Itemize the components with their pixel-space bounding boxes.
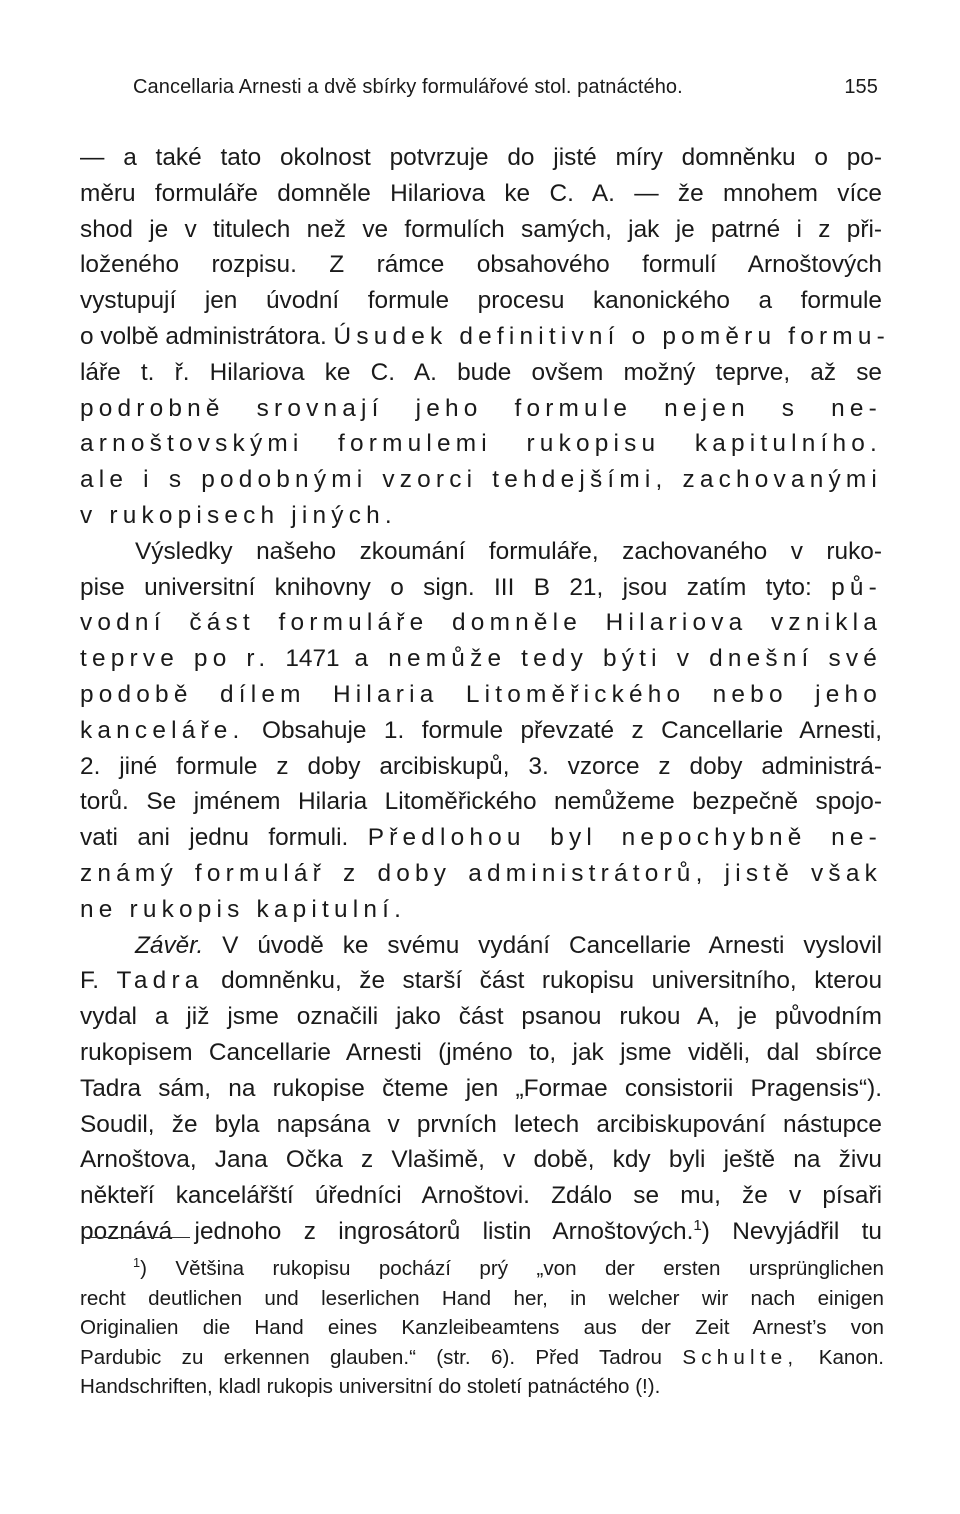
text-line: rukopisem Cancellarie Arnesti (jméno to, jak jsme viděli, dal sbírce xyxy=(80,1038,882,1066)
year-number: 1471 xyxy=(285,645,340,673)
text-line xyxy=(80,1214,882,1250)
text-span: Pardubic zu erkennen glauben.“ (str. 6). Před Tadrou xyxy=(80,1345,662,1369)
text-span: vati ani jednu formuli. xyxy=(80,824,349,852)
spaced-text: Schulte, xyxy=(682,1345,799,1369)
text-line: vystupují jen úvodní formule procesu kanonického a formule xyxy=(80,287,882,315)
footnote-rule xyxy=(82,1237,190,1238)
spaced-line: známý formulář z doby administrátorů, jistě však xyxy=(80,859,882,887)
footnotes xyxy=(80,1254,884,1402)
text-line xyxy=(80,928,882,964)
spaced-line: vodní část formuláře domněle Hilariova vznikla xyxy=(80,609,882,637)
spaced-line xyxy=(80,641,882,677)
spaced-text: Předlohou byl nepochybně ne- xyxy=(367,824,882,852)
spaced-line: v rukopisech jiných. xyxy=(80,501,397,529)
text-line xyxy=(80,319,890,355)
text-span: Obsahuje 1. formule převzaté z Cancellarie Arnesti, xyxy=(262,716,882,744)
spaced-text: kanceláře. xyxy=(80,716,245,744)
running-title: Cancellaria Arnesti a dvě sbírky formulářové stol. patnáctého. xyxy=(133,76,683,98)
spaced-text: teprve po r. xyxy=(80,645,271,673)
footnote-marker: 1 xyxy=(133,1255,141,1271)
text-span: V úvodě ke svému vydání Cancellarie Arnesti vyslovil xyxy=(222,931,882,959)
footnote-reference: 1 xyxy=(693,1216,702,1234)
spaced-text: a nemůže tedy býti v dnešní své xyxy=(354,645,882,673)
text-span: poznává jednoho z ingrosátorů listin Arnoštových. xyxy=(80,1217,694,1245)
text-span: ) Nevyjádřil tu xyxy=(701,1217,882,1245)
text-span: o volbě administrátora. xyxy=(80,322,327,350)
spaced-line: ale i s podobnými vzorci tehdejšími, zachovanými xyxy=(80,466,882,494)
spaced-line: arnoštovskými formulemi rukopisu kapitulního. xyxy=(80,430,882,458)
page-number: 155 xyxy=(844,76,878,98)
footnote-line: Handschriften, kladl rukopis universitní do století patnáctého (!). xyxy=(80,1375,661,1399)
text-line: Arnoštova, Jana Očka z Vlašimě, v době, kdy byli ještě na živu xyxy=(80,1146,882,1174)
text-line: Výsledky našeho zkoumání formuláře, zachovaného v ruko- xyxy=(135,537,882,565)
text-span: pise universitní knihovny o sign. III B 21, jsou zatím tyto: xyxy=(80,573,812,601)
footnote-line xyxy=(80,1254,884,1284)
spaced-text: Úsudek definitivní o poměru formu- xyxy=(333,322,890,350)
text-line: někteří kancelářští úředníci Arnoštovi. Zdálo se mu, že v písaři xyxy=(80,1182,882,1210)
text-line: shod je v titulech než ve formulích samých, jak je patrné i z při- xyxy=(80,215,882,243)
text-line xyxy=(80,570,882,606)
text-line: Soudil, že byla napsána v prvních letech arcibiskupování nástupce xyxy=(80,1110,882,1138)
spaced-text: Tadra xyxy=(116,967,204,995)
text-span: domněnku, že starší část rukopisu universitního, kterou xyxy=(221,967,883,995)
running-header xyxy=(133,76,878,99)
text-line: 2. jiné formule z doby arcibiskupů, 3. vzorce z doby administrá- xyxy=(80,752,882,780)
text-line xyxy=(80,713,882,749)
footnote-line: Originalien die Hand eines Kanzleibeamtens aus der Zeit Arnest’s von xyxy=(80,1316,884,1340)
text-span: Kanon. xyxy=(818,1345,884,1369)
text-line xyxy=(80,820,882,856)
text-line: láře t. ř. Hilariova ke C. A. bude ovšem možný teprve, až se xyxy=(80,358,882,386)
text-line: loženého rozpisu. Z rámce obsahového formulí Arnoštových xyxy=(80,251,882,279)
footnote-line: recht deutlichen und leserlichen Hand her, in welcher wir nach einigen xyxy=(80,1286,884,1310)
section-heading: Závěr. xyxy=(135,931,204,959)
text-line: — a také tato okolnost potvrzuje do jisté míry domněnku o po- xyxy=(80,144,882,171)
spaced-line: podobě dílem Hilaria Litoměřického nebo jeho xyxy=(80,680,882,708)
text-span: F. xyxy=(80,967,99,995)
text-line xyxy=(80,963,882,999)
spaced-text: pů- xyxy=(831,573,882,601)
text-line: měru formuláře domněle Hilariova ke C. A. — že mnohem více xyxy=(80,179,882,207)
text-line: vydal a již jsme označili jako část psanou rukou A, je původním xyxy=(80,1003,882,1031)
spaced-line: ne rukopis kapitulní. xyxy=(80,895,407,923)
spaced-line: podrobně srovnají jeho formule nejen s ne- xyxy=(80,394,882,422)
text-line: torů. Se jménem Hilaria Litoměřického nemůžeme bezpečně spojo- xyxy=(80,788,882,816)
text-line: Tadra sám, na rukopise čteme jen „Formae consistorii Pragensis“). xyxy=(80,1074,882,1102)
text-span: ) Většina rukopisu pochází prý „von der ersten ursprünglichen xyxy=(140,1257,884,1280)
main-text xyxy=(80,140,890,1250)
footnote-line xyxy=(80,1343,884,1373)
